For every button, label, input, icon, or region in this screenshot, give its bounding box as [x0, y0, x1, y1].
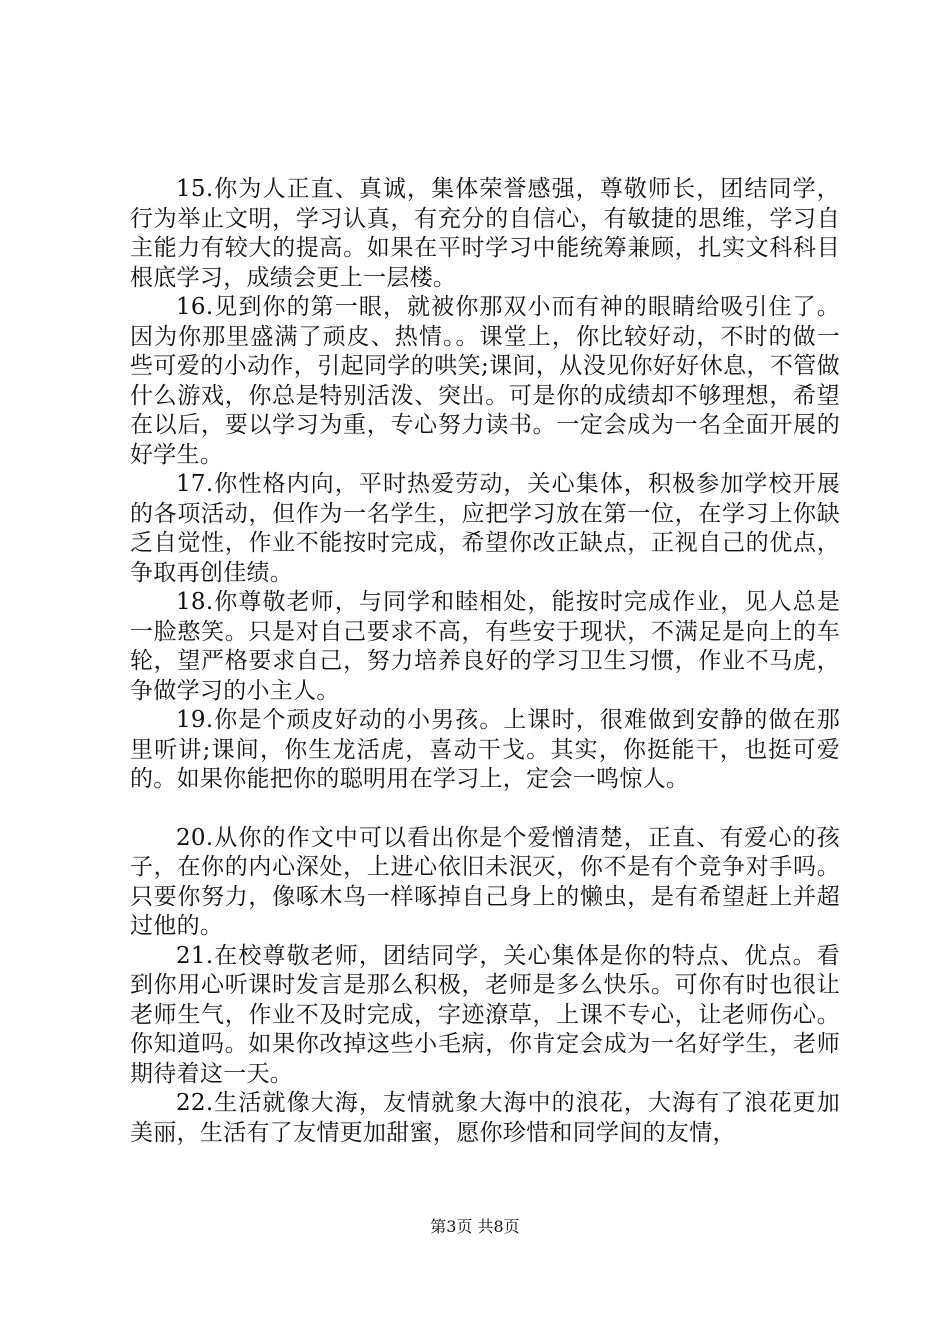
paragraph-15: 15.你为人正直、真诚，集体荣誉感强，尊敬师长，团结同学，行为举止文明，学习认真，有充分的自信心，有敏捷的思维，学习自主能力有较大的提高。如果在平时学习中能统筹兼顾，扎实文科科目根底学习，成绩会更上一层楼。	[130, 176, 840, 291]
paragraph-16: 16.见到你的第一眼，就被你那双小而有神的眼睛给吸引住了。因为你那里盛满了顽皮、热情。。课堂上，你比较好动，不时的做一些可爱的小动作，引起同学的哄笑;课间，从没见你好好休息，不管做什么游戏，你总是特别活泼、突出。可是你的成绩却不够理想，希望在以后，要以学习为重，专心努力读书。一定会成为一名全面开展的好学生。	[130, 294, 840, 468]
paragraph-21: 21.在校尊敬老师，团结同学，关心集体是你的特点、优点。看到你用心听课时发言是那么积极，老师是多么快乐。可你有时也很让老师生气，作业不及时完成，字迹潦草，上课不专心，让老师伤心。你知道吗。如果你改掉这些小毛病，你肯定会成为一名好学生，老师期待着这一天。	[130, 942, 840, 1087]
document-body	[130, 175, 840, 1148]
page-number-footer: 第3页 共8页	[430, 1217, 520, 1236]
paragraph-19: 19.你是个顽皮好动的小男孩。上课时，很难做到安静的做在那里听讲;课间，你生龙活虎，喜动干戈。其实，你挺能干，也挺可爱的。如果你能把你的聪明用在学习上，定会一鸣惊人。	[130, 707, 840, 792]
paragraph-18: 18.你尊敬老师，与同学和睦相处，能按时完成作业，见人总是一脸憨笑。只是对自己要求不高，有些安于现状，不满足是向上的车轮，望严格要求自己，努力培养良好的学习卫生习惯，作业不马虎，争做学习的小主人。	[130, 589, 840, 704]
paragraph-17: 17.你性格内向，平时热爱劳动，关心集体，积极参加学校开展的各项活动，但作为一名学生，应把学习放在第一位，在学习上你缺乏自觉性，作业不能按时完成，希望你改正缺点，正视自己的优点，争取再创佳绩。	[130, 471, 840, 586]
paragraph-20: 20.从你的作文中可以看出你是个爱憎清楚，正直、有爱心的孩子，在你的内心深处，上进心依旧未泯灭，你不是有个竞争对手吗。只要你努力，像啄木鸟一样啄掉自己身上的懒虫，是有希望赶上并超过他的。	[130, 824, 840, 939]
paragraph-22: 22.生活就像大海，友情就象大海中的浪花，大海有了浪花更加美丽，生活有了友情更加甜蜜，愿你珍惜和同学间的友情，	[130, 1090, 840, 1146]
